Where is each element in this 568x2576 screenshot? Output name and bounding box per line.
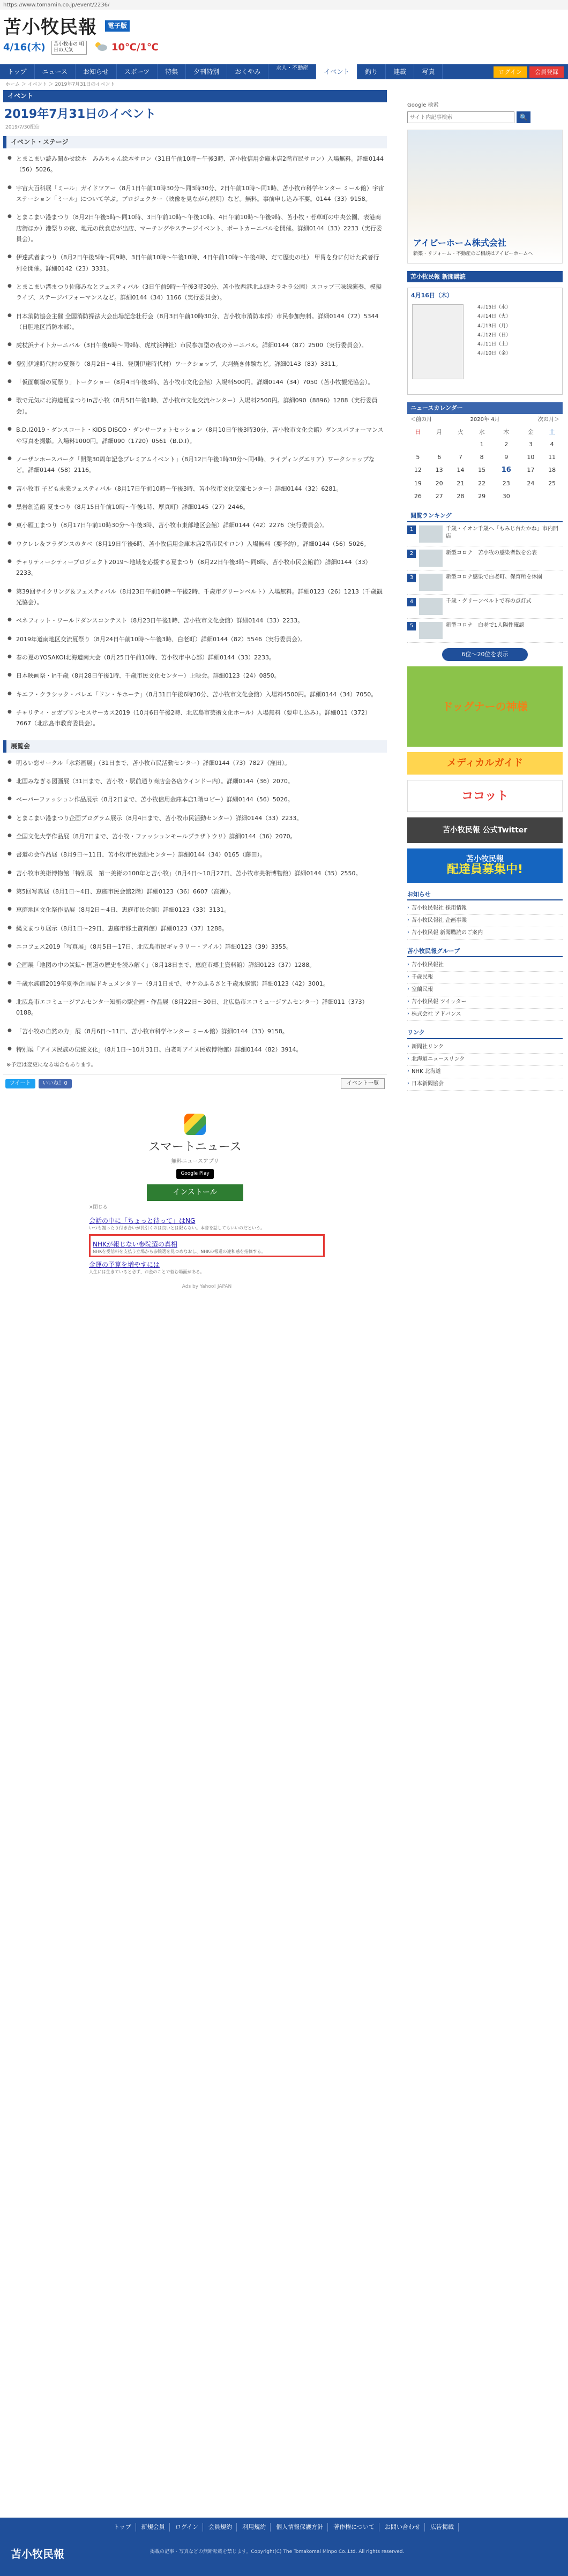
- calendar-weekday: 金: [527, 428, 534, 435]
- close-promo-link[interactable]: ×閉じる: [89, 1205, 108, 1211]
- ranking-title: 千歳・イオン千歳へ「もみじ台たかね」市内開店: [446, 526, 558, 540]
- ad-title: アイビーホーム株式会社: [413, 237, 506, 248]
- breadcrumb[interactable]: ホーム ＞ イベント ＞ 2019年7月31日のイベント: [5, 82, 115, 87]
- group-link[interactable]: › 株式会社 アドバンス: [407, 1009, 563, 1021]
- footer-link[interactable]: 個人情報保護方針: [272, 2523, 328, 2531]
- paper-date-link[interactable]: 4月11日（土）: [477, 341, 511, 347]
- nav-top[interactable]: トップ: [0, 64, 35, 79]
- calendar-day[interactable]: 2: [504, 441, 509, 448]
- main-content: [3, 90, 387, 1290]
- ranking-number: 4: [407, 598, 416, 606]
- ranking-thumbnail: [419, 525, 443, 543]
- kokot-banner[interactable]: ココット: [407, 780, 563, 812]
- nav-jobs[interactable]: 求人・不動産: [268, 64, 316, 79]
- delivery-recruit-banner[interactable]: [407, 848, 563, 883]
- event-item: ● キエフ・クラシック・バレエ「ドン・キホーテ」（8月31日午後6時30分、苫小牧市文化会館）入場料4500円。詳細0144（34）7050。: [5, 687, 385, 705]
- site-footer: [0, 2537, 568, 2576]
- recruit-banner-title: 配達員募集中!: [446, 862, 524, 876]
- ranking-list: [407, 522, 563, 643]
- calendar-day[interactable]: 28: [457, 492, 465, 500]
- info-link[interactable]: › 苫小牧民報 新聞購読のご案内: [407, 927, 563, 940]
- calendar-day[interactable]: 29: [478, 492, 486, 500]
- paper-date-link[interactable]: 4月14日（火）: [477, 314, 511, 320]
- event-item: ● 登別伊達時代村の夏祭り（8月2日～4日、登別伊達時代村）ワークショップ、大判焼き体験など。詳細0143（83）3311。: [5, 357, 385, 375]
- event-item: ● 北国みなぎる図画展（31日まで、苫小牧・駅前通り商店会各店ウインドー内）。詳細0144（36）2070。: [5, 774, 385, 792]
- main-nav: [0, 64, 568, 79]
- sponsored-link-desc: NHKを受信料を支払う立場から参院選を見つめなおし、NHKの報道の違和感を指摘する。: [93, 1249, 266, 1254]
- schedule-note: ※予定は変更になる場合もあります。: [6, 1062, 96, 1069]
- footer-link[interactable]: ログイン: [171, 2523, 203, 2531]
- nav-photo[interactable]: 写真: [414, 64, 443, 79]
- calendar-day[interactable]: 8: [480, 453, 484, 461]
- paper-current-date: 4月16日（木）: [411, 292, 453, 299]
- calendar-day[interactable]: 19: [414, 480, 422, 487]
- paper-date-list: [477, 303, 511, 358]
- footer-link[interactable]: 新規会員: [137, 2523, 170, 2531]
- event-item: ● とまこまい読み聞かせ絵本 みみちゃん絵本サロン（31日午前10時～午後3時、苫小牧信用金庫本店2階市民サロン）入場無料。詳細0144（56）5026。: [5, 152, 385, 181]
- sponsored-link-title[interactable]: 会話の中に「ちょっと待って」はNG: [89, 1216, 196, 1225]
- ranking-item[interactable]: [407, 522, 563, 546]
- calendar-day[interactable]: 1: [480, 441, 484, 448]
- event-item: ● チャリティーシティープロジェクト2019～地域を応援する夏まつり（8月22日午後3時～同8時、苫小牧市民会館前）詳細0144（33）2233。: [5, 555, 385, 584]
- group-link[interactable]: › 千歳民報: [407, 972, 563, 984]
- ranking-title: 新型コロナ感染で白老町、保育所を休園: [446, 574, 542, 581]
- calendar-day[interactable]: 21: [457, 480, 465, 487]
- nav-event[interactable]: イベント: [316, 64, 357, 79]
- event-item: ● 明るい窓サークル「水彩画展」（31日まで、苫小牧市民活動センター）詳細0144（73）7827（窪田）。: [5, 756, 385, 774]
- calendar-day: [429, 438, 450, 450]
- footer-link[interactable]: トップ: [109, 2523, 136, 2531]
- advertisement-banner[interactable]: [407, 130, 563, 264]
- calendar-month: 2020年 4月: [470, 416, 500, 423]
- calendar-heading: ニュースカレンダー: [407, 402, 563, 414]
- search-engine-label: Google 検索: [407, 102, 439, 108]
- event-item: ● 宇宙大百科展「ミール」ガイドツアー（8月1日午前10時30分～同3時30分、2日午前10時～同1時、苫小牧市科学センター ミール館）宇宙ステーション「ミール」について学ぶ。プロジェクター（映像を見ながら説明）など。無料。事前申し込み不要。0144（33）9158。: [5, 181, 385, 211]
- footer-link[interactable]: 利用規約: [238, 2523, 271, 2531]
- stage-event-list: [3, 148, 387, 735]
- footer-link[interactable]: お問い合わせ: [380, 2523, 425, 2531]
- info-list: [407, 903, 563, 940]
- search-icon[interactable]: 🔍: [517, 111, 530, 123]
- paper-date-link[interactable]: 4月12日（日）: [477, 332, 511, 338]
- section-header: イベント: [3, 90, 387, 102]
- calendar-day[interactable]: 16: [501, 465, 511, 474]
- group-link[interactable]: › 苫小牧民報 ツイッター: [407, 996, 563, 1009]
- event-item: ● 特別展「アイヌ民族の伝統文化」（8月1日～10月31日、白老町アイヌ民族博物館）詳細0144（82）3914。: [5, 1042, 385, 1061]
- event-item: ● B.D.I2019・ダンスコート・KIDS DISCO・ダンサーフォトセッション（8月10日午後3時30分、苫小牧市文化会館）ダンスパフォーマンスや写真を撮影。入場料1000円。詳細090（1720）0561（B.D.I）。: [5, 423, 385, 452]
- paper-date-link[interactable]: 4月15日（水）: [477, 305, 511, 311]
- info-link[interactable]: › 苫小牧民報社 企画事業: [407, 915, 563, 927]
- nav-news[interactable]: ニュース: [35, 64, 76, 79]
- url-bar: https://www.tomamin.co.jp/event/2236/: [0, 0, 568, 10]
- official-sns-banner[interactable]: 苫小牧民報 公式Twitter: [407, 817, 563, 843]
- install-button[interactable]: インストール: [147, 1184, 243, 1201]
- external-link[interactable]: › 日本新聞協会: [407, 1078, 563, 1091]
- footer-link[interactable]: 会員規約: [204, 2523, 237, 2531]
- temperature: 10℃/1℃: [111, 42, 159, 53]
- login-button[interactable]: ログイン: [494, 66, 527, 78]
- calendar-day[interactable]: 10: [527, 453, 535, 461]
- ranking-thumbnail: [419, 622, 443, 639]
- calendar-day[interactable]: 13: [435, 467, 443, 474]
- event-item: ● 日本映画祭・in千歳（8月28日午後1時、千歳市民文化センター）上映会。詳細0123（24）0850。: [5, 669, 385, 687]
- group-link[interactable]: › 苫小牧民報社: [407, 959, 563, 972]
- calendar-nav: [407, 414, 563, 426]
- nav-account: [494, 66, 564, 78]
- ranking-number: 1: [407, 525, 416, 534]
- newspaper-thumbnail[interactable]: [412, 304, 464, 379]
- event-item: ● 恵庭地区文化祭作品展（8月2日～4日、恵庭市民会館）詳細0123（33）3131。: [5, 903, 385, 921]
- calendar-prev[interactable]: ＜前の月: [410, 416, 432, 423]
- paper-archive: [407, 288, 563, 395]
- link-heading: リンク: [407, 1028, 563, 1039]
- calendar-next[interactable]: 次の月＞: [538, 416, 559, 423]
- event-item: ● 第5回写真展（8月1日～4日、恵庭市民会館2階）詳細0123（36）6607（高瀬）。: [5, 884, 385, 903]
- event-item: ● 「仮面劇場の夏祭り」トークショー（8月4日午後3時、苫小牧市文化会館）入場料500円。詳細0144（34）7050（苫小牧観光協会）。: [5, 375, 385, 393]
- event-item: ● 北広島市エコミュージアムセンター知新の駅企画・作品展（8月22日～30日、北広島市エコミュージアムセンター）詳細011（373）0188。: [5, 995, 385, 1024]
- register-button[interactable]: 会員登録: [529, 66, 564, 78]
- ranking-title: 新型コロナ 苫小牧の感染者数を公表: [446, 550, 537, 557]
- calendar-weekday: 日: [415, 428, 421, 435]
- nav-feature[interactable]: 特集: [158, 64, 186, 79]
- event-item: ● とまこまい港まつり企画プログラム展示（8月4日まで、苫小牧市民活動センター）詳細0144（33）2233。: [5, 811, 385, 829]
- site-logo[interactable]: 苫小牧民報: [3, 17, 97, 38]
- calendar-day: [520, 490, 541, 502]
- news-calendar: [407, 426, 563, 502]
- event-item: ● ベーパーファッション作品展示（8月2日まで、苫小牧信用金庫本店1階ロビー）詳細0144（56）5026。: [5, 792, 385, 810]
- exhibit-heading: 展覧会: [3, 740, 387, 753]
- event-item: ● 東小雁工まつり（8月17日午前10時30分～午後3時、苫小牧市東部地区会館）詳細0144（42）2276（実行委員会）。: [5, 518, 385, 536]
- event-item: ● とまこまい港まつり佐藤みなとフェスティバル（3日午前9時～午後3時30分、苫小牧西港北ふ頭キラキラ公園）スコップ三味線演奏、模擬ライブ、ステージパフォーマンスなど。詳細0144（34）1166（実行委員会）。: [5, 280, 385, 309]
- calendar-day[interactable]: 22: [478, 480, 486, 487]
- ranking-number: 5: [407, 622, 416, 630]
- event-item: ● エコフェス2019「写真展」（8月5日～17日、北広島市民ギャラリー・アイル）詳細0123（39）3355。: [5, 940, 385, 958]
- nav-notice[interactable]: お知らせ: [76, 64, 117, 79]
- ranking-thumbnail: [419, 550, 443, 567]
- group-list: [407, 959, 563, 1021]
- nav-obituary[interactable]: おくやみ: [227, 64, 268, 79]
- calendar-day[interactable]: 6: [437, 453, 442, 461]
- smartnews-promo: [120, 1114, 270, 1201]
- info-heading: お知らせ: [407, 890, 563, 900]
- site-header: [0, 10, 568, 63]
- calendar-day[interactable]: 14: [457, 467, 465, 474]
- footer-logo[interactable]: 苫小牧民報: [11, 2548, 64, 2560]
- recruit-banner-label: 苫小牧民報: [466, 854, 504, 863]
- calendar-day: [407, 438, 429, 450]
- external-link[interactable]: › NHK 北海道: [407, 1066, 563, 1078]
- search-box: [407, 111, 563, 123]
- external-link[interactable]: › 新聞社リンク: [407, 1041, 563, 1054]
- site-search: [407, 102, 563, 109]
- event-item: ● ウクレレ＆フラダンスのタベ（8月19日午後6時、苫小牧信用金庫本店2階市民サロン）入場無料（要予約）。詳細0144（56）5026。: [5, 537, 385, 555]
- copyright: 掲載の記事・写真などの無断転載を禁じます。Copyright(C) The Tomakomai Minpo Co.,Ltd. All rights reserved.: [150, 2549, 405, 2555]
- link-list: [407, 1041, 563, 1091]
- calendar-day: [450, 438, 472, 450]
- dog-banner[interactable]: ドッグナーの神様: [407, 666, 563, 747]
- ranking-item[interactable]: [407, 595, 563, 619]
- sponsored-link-title[interactable]: 金運の予算を増やすには: [89, 1261, 160, 1269]
- calendar-day[interactable]: 23: [502, 480, 510, 487]
- calendar-day[interactable]: 9: [504, 453, 509, 461]
- sponsored-link-desc: 人生には生きていると必ず、お金のことで悩む場面がある。: [89, 1270, 205, 1275]
- info-link[interactable]: › 苫小牧民報社 採用情報: [407, 903, 563, 915]
- event-item: ● 全国文化大学作品展（8月7日まで、苫小牧・ファッションモールプラザトウリ）詳細0144（36）2070。: [5, 829, 385, 847]
- event-item: ● 書道の会作品展（8月9日～11日、苫小牧市民活動センター）詳細0144（34）0165（藤田）。: [5, 847, 385, 866]
- calendar-day[interactable]: 24: [527, 480, 535, 487]
- calendar-day[interactable]: 17: [527, 467, 535, 474]
- ranking-title: 新型コロナ 白老で1人陽性確認: [446, 622, 525, 629]
- nav-sports[interactable]: スポーツ: [117, 64, 158, 79]
- ranking-item[interactable]: [407, 546, 563, 570]
- calendar-day[interactable]: 5: [416, 453, 420, 461]
- page-title: 2019年7月31日のイベント: [4, 107, 156, 121]
- paper-date-link[interactable]: 4月10日（金）: [477, 350, 511, 356]
- event-item: ● 企画展「地図の中の炭鉱～国道の歴史を読み解く」（8月18日まで、恵庭市郷土資料館）詳細0123（37）1288。: [5, 958, 385, 976]
- footer-link[interactable]: 広告掲載: [426, 2523, 459, 2531]
- event-item: ● ベネフィット・ワールドダンスコンテスト（8月23日午後1時、苫小牧市文化会館）詳細0144（33）2233。: [5, 613, 385, 632]
- footer-link[interactable]: 著作権について: [329, 2523, 379, 2531]
- event-item: ● 春の夏のYOSAKOI北海道南大会（8月25日午前10時、苫小牧市中心部）詳細0144（33）2233。: [5, 650, 385, 669]
- more-ranking-button[interactable]: 6位～20位を表示: [442, 648, 528, 660]
- ranking-thumbnail: [419, 598, 443, 615]
- google-play-badge[interactable]: Google Play: [176, 1169, 213, 1179]
- event-item: ● 歌で元気に北海道夏まつりin苫小牧（8月5日午後1時、苫小牧市文化交流センター）入場料2500円。詳細090（8896）1288（実行委員会）。: [5, 393, 385, 423]
- calendar-day[interactable]: 4: [550, 441, 554, 448]
- event-item: ● 日本消防協会主催 全国消防操法大会出場記念壮行会（8月3日午前10時30分、苫小牧市消防本部）市民参加無料。詳細0144（72）5344（日胆地区消防本部）。: [5, 309, 385, 339]
- smartnews-title: スマートニュース: [148, 1140, 242, 1154]
- event-item: ● 2019年道南地区交流夏祭り（8月24日午前10時～午後3時、白老町）詳細0144（82）5546（実行委員会）。: [5, 632, 385, 650]
- weather-caption: 苫小牧市の 明日の天気: [51, 41, 87, 55]
- external-link[interactable]: › 北海道ニュースリンク: [407, 1054, 563, 1066]
- exhibit-event-list: [3, 753, 387, 1061]
- medical-guide-banner[interactable]: メディカルガイド: [407, 752, 563, 775]
- like-button[interactable]: いいね！0: [39, 1079, 72, 1088]
- cloud-sun-icon: [94, 41, 108, 51]
- event-list-button[interactable]: イベント一覧: [341, 1078, 385, 1089]
- event-item: ● とまこまい港まつり（8月2日午後5時～同10時、3日午前10時～午後10時、4日午前10時～午後9時、苫小牧・若草町の中央公園、表港商店街ほか）港祭りの夜、地元の飲食店が出店、マーチングやステージイベント、ポートカーニバルを開催。詳細0144（33）2233（実行委員会）。: [5, 210, 385, 250]
- ranking-item[interactable]: [407, 570, 563, 595]
- ranking-heading: 閲覧ランキング: [407, 510, 563, 522]
- tweet-button[interactable]: ツイート: [5, 1079, 35, 1088]
- calendar-day[interactable]: 26: [414, 492, 422, 500]
- smartnews-app-icon: [184, 1114, 206, 1135]
- highlighted-sponsored-link: [89, 1234, 325, 1257]
- ranking-thumbnail: [419, 574, 443, 591]
- calendar-day[interactable]: 25: [548, 480, 556, 487]
- calendar-day[interactable]: 3: [528, 441, 533, 448]
- calendar-day[interactable]: 15: [478, 467, 486, 474]
- paper-date-link[interactable]: 4月13日（月）: [477, 323, 511, 329]
- nav-evening[interactable]: 夕刊特別: [186, 64, 227, 79]
- event-item: ● ノーザンホースパーク「開業30周年記念プレミアムイベント」（8月12日午後1時30分～同4時、ライディングエリア）ワークショップなど。詳細0144（58）2116。: [5, 452, 385, 482]
- calendar-weekday: 土: [549, 428, 555, 435]
- footer-nav: [0, 2518, 568, 2537]
- event-item: ● 伊達武者まつり（8月2日午後5時～同9時、3日午前10時～午後10時、4日午前10時～午後4時、だて歴史の杜） 甲冑を身に付けた武者行列を開催。詳細0142（23）3331。: [5, 250, 385, 280]
- event-item: ● 縄文まつり展示（8月1日～29日、恵庭市郷土資料館）詳細0123（37）1288。: [5, 921, 385, 940]
- today-date: 4/16(木): [3, 42, 46, 53]
- event-item: ● 黒岩創造館 夏まつり（8月15日午前10時～午後1時、厚真町）詳細0145（27）2446。: [5, 500, 385, 518]
- share-row: [3, 1075, 387, 1092]
- subscription-heading[interactable]: 苫小牧民報 新聞購読: [407, 271, 563, 282]
- calendar-day[interactable]: 11: [548, 453, 556, 461]
- calendar-day[interactable]: 7: [458, 453, 462, 461]
- calendar-weekday: 月: [436, 428, 443, 435]
- smartnews-subtitle: 無料ニュースアプリ: [171, 1159, 219, 1165]
- calendar-day[interactable]: 20: [435, 480, 443, 487]
- ad-subtitle: 新築・リフォーム・不動産のご相談はアイビーホームへ: [413, 251, 533, 257]
- event-item: ● 苫小牧市美術博物館「特別展 第一美術の100年と苫小牧」（8月4日～10月27日、苫小牧市美術博物館）詳細0144（35）2550。: [5, 866, 385, 884]
- ranking-number: 2: [407, 550, 416, 558]
- sponsored-links: [89, 1216, 325, 1290]
- sponsored-link-desc: いつも謝ったり付き合いが長引くのは良いとは限らない。本音を話してもいいのだという。: [89, 1225, 265, 1230]
- ranking-item[interactable]: [407, 619, 563, 643]
- event-item: ● 第39回サイクリング＆フェスティバル（8月23日午前10時～午後2時、千歳市グリーンベルト）入場無料。詳細0123（26）1213（千歳観光協会）。: [5, 584, 385, 614]
- calendar-day[interactable]: 18: [548, 467, 556, 474]
- sponsored-link-title[interactable]: NHKが報じない参院選の真相: [93, 1241, 177, 1249]
- calendar-day[interactable]: 12: [414, 467, 422, 474]
- search-input[interactable]: [407, 111, 514, 123]
- event-item: ● チャリティ・ヨガプリンセスサーカス2019（10月6日午後2時、北広島市芸術文化ホール）入場無料（要申し込み）。詳細011（372）7667（北広島市教育委員会）。: [5, 705, 385, 735]
- ranking-title: 千歳・グリーンベルトで春の点灯式: [446, 598, 532, 605]
- calendar-weekday: 水: [479, 428, 485, 435]
- calendar-day[interactable]: 27: [435, 492, 443, 500]
- ads-by-label: Ads by Yahoo! JAPAN: [182, 1284, 232, 1290]
- group-heading: 苫小牧民報グループ: [407, 947, 563, 957]
- ranking-number: 3: [407, 574, 416, 582]
- group-link[interactable]: › 室蘭民報: [407, 984, 563, 996]
- digital-edition-badge[interactable]: 電子版: [105, 20, 130, 32]
- calendar-weekday: 火: [457, 428, 464, 435]
- event-item: ● 苫小牧市 子ども未来フェスティバル（8月17日午前10時～午後3時、苫小牧市文化交流センター）詳細0144（32）6281。: [5, 482, 385, 500]
- nav-series[interactable]: 連載: [386, 64, 414, 79]
- event-item: ● 「苫小牧の自然の力」展（8月6日～11日、苫小牧市科学センター ミール館）詳細0144（33）9158。: [5, 1024, 385, 1042]
- calendar-day: [541, 490, 563, 502]
- calendar-day[interactable]: 30: [502, 492, 510, 500]
- event-item: ● 虎杖浜ナイトカーニバル（3日午後6時～同9時、虎杖浜神社）市民参加型の夜のカーニバル。詳細0144（87）2500（実行委員会）。: [5, 338, 385, 356]
- sidebar: [407, 102, 563, 1091]
- post-date: 2019/7/30配信: [5, 124, 40, 130]
- calendar-weekday: 木: [503, 428, 510, 435]
- nav-fishing[interactable]: 釣り: [357, 64, 386, 79]
- stage-events-heading: イベント・ステージ: [3, 136, 387, 148]
- event-item: ● 千歳水族館2019年夏季企画展ドキュメンタリー（9月1日まで、サケのふるさと千歳水族館）詳細0123（42）3001。: [5, 977, 385, 995]
